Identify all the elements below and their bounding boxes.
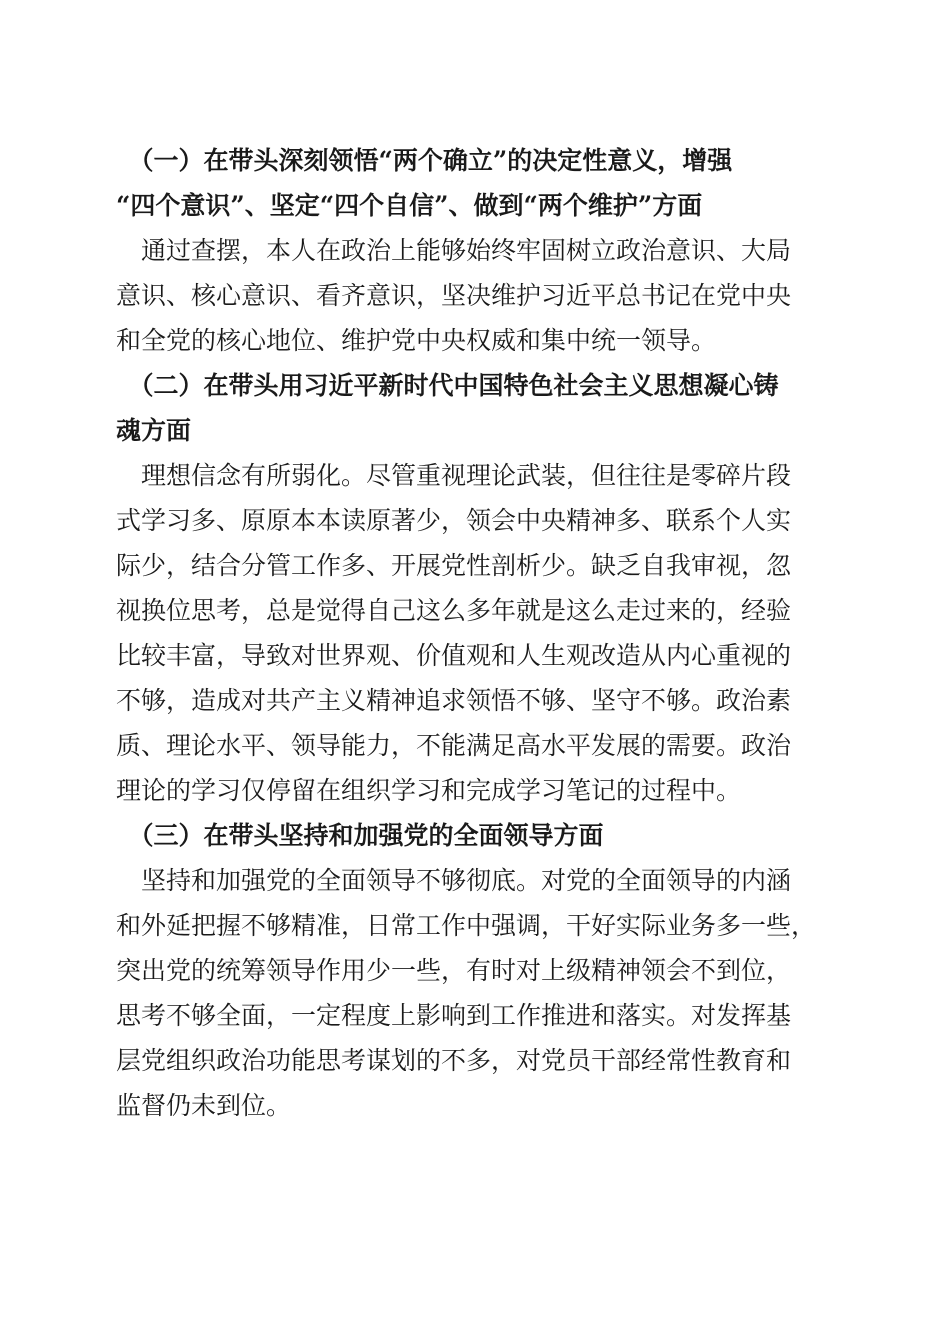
- section-2-body-line: 视换位思考，总是觉得自己这么多年就是这么走过来的，经验: [116, 596, 792, 625]
- section-1-heading-line: （一）在带头深刻领悟“两个确立”的决定性意义，增强: [116, 146, 733, 175]
- section-1-body-line: 通过查摆，本人在政治上能够始终牢固树立政治意识、大局: [116, 236, 792, 265]
- section-2-body-line: 理想信念有所弱化。尽管重视理论武装，但往往是零碎片段: [116, 461, 792, 490]
- section-3-body-line: 坚持和加强党的全面领导不够彻底。对党的全面领导的内涵: [116, 866, 792, 895]
- section-3-body-line: 和外延把握不够精准，日常工作中强调，干好实际业务多一些，: [116, 911, 817, 940]
- section-2-body-line: 比较丰富，导致对世界观、价值观和人生观改造从内心重视的: [116, 641, 792, 670]
- section-3: [116, 813, 836, 1128]
- section-1-body-line: 和全党的核心地位、维护党中央权威和集中统一领导。: [116, 326, 717, 355]
- section-1-heading-line: “四个意识”、坚定“四个自信”、做到“两个维护”方面: [116, 191, 703, 220]
- section-2-heading-line: （二）在带头用习近平新时代中国特色社会主义思想凝心铸: [116, 371, 779, 400]
- section-2-body-line: 质、理论水平、领导能力，不能满足高水平发展的需要。政治: [116, 731, 792, 760]
- section-3-body-line: 监督仍未到位。: [116, 1091, 292, 1120]
- section-2-body-line: 不够，造成对共产主义精神追求领悟不够、坚守不够。政治素: [116, 686, 792, 715]
- section-1: [116, 138, 836, 363]
- section-2-body-line: 际少，结合分管工作多、开展党性剖析少。缺乏自我审视，忽: [116, 551, 792, 580]
- section-2: [116, 363, 836, 813]
- section-3-body-line: 层党组织政治功能思考谋划的不多，对党员干部经常性教育和: [116, 1046, 792, 1075]
- section-3-body-line: 思考不够全面，一定程度上影响到工作推进和落实。对发挥基: [116, 1001, 792, 1030]
- document-body: [116, 138, 836, 1128]
- section-2-heading-line: 魂方面: [116, 416, 192, 445]
- section-2-body-line: 理论的学习仅停留在组织学习和完成学习笔记的过程中。: [116, 776, 742, 805]
- section-3-body-line: 突出党的统筹领导作用少一些，有时对上级精神领会不到位，: [116, 956, 792, 985]
- section-3-heading-line: （三）在带头坚持和加强党的全面领导方面: [116, 821, 604, 850]
- section-1-body-line: 意识、核心意识、看齐意识，坚决维护习近平总书记在党中央: [116, 281, 792, 310]
- section-2-body-line: 式学习多、原原本本读原著少，领会中央精神多、联系个人实: [116, 506, 792, 535]
